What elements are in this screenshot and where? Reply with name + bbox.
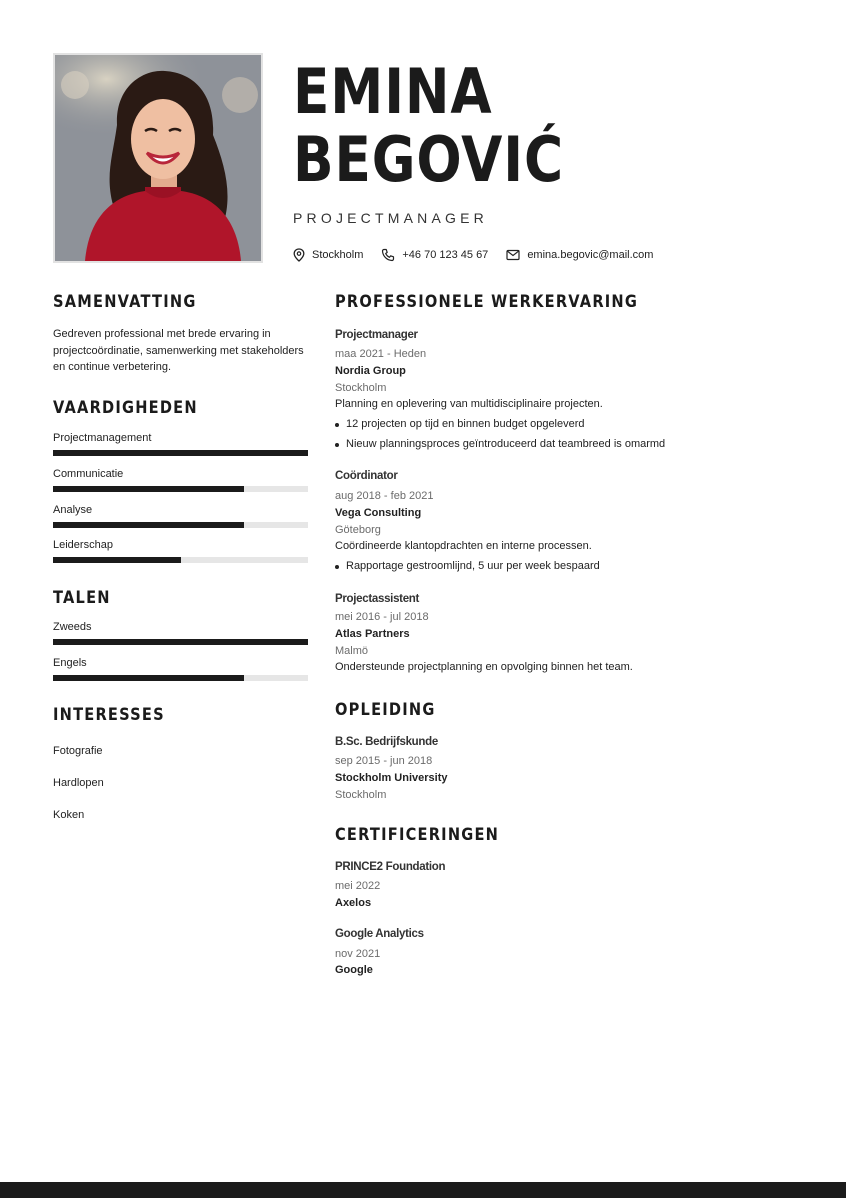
summary-text xyxy=(53,326,309,376)
map-pin-icon xyxy=(293,248,305,262)
contact-email[interactable] xyxy=(506,249,653,261)
job-title: Coördinator xyxy=(335,470,398,482)
interest-item: Koken xyxy=(53,809,85,821)
job-description: Planning en oplevering van multidisciplinaire projecten. xyxy=(335,398,603,410)
certification-name: PRINCE2 Foundation xyxy=(335,861,446,873)
location-text: Stockholm xyxy=(312,249,364,261)
job-bullet: Rapportage gestroomlijnd, 5 uur per week bespaard xyxy=(346,560,600,572)
languages-heading: TALEN xyxy=(53,588,111,608)
skill-bar-fill xyxy=(53,557,181,563)
language-label: Zweeds xyxy=(53,621,92,633)
language-bar-track xyxy=(53,675,308,681)
skill-label: Communicatie xyxy=(53,468,124,480)
job-title: PROJECTMANAGER xyxy=(293,210,488,226)
interest-item: Hardlopen xyxy=(53,777,104,789)
skill-label: Analyse xyxy=(53,504,93,516)
certification-issuer: Axelos xyxy=(335,897,372,909)
certification-date: nov 2021 xyxy=(335,948,381,960)
summary-line: en continue verbetering. xyxy=(53,361,172,373)
summary-line: Gedreven professional met brede ervaring in xyxy=(53,328,271,340)
education-heading: OPLEIDING xyxy=(335,700,436,720)
skill-label: Leiderschap xyxy=(53,539,113,551)
certification-issuer: Google xyxy=(335,964,373,976)
candidate-name xyxy=(293,55,564,196)
phone-text: +46 70 123 45 67 xyxy=(402,249,489,261)
job-city: Göteborg xyxy=(335,524,381,536)
job-company: Vega Consulting xyxy=(335,507,422,519)
skill-bar-track xyxy=(53,486,308,492)
summary-line: projectcoördinatie, samenwerking met stakeholders xyxy=(53,344,304,357)
education-school: Stockholm University xyxy=(335,772,448,784)
contact-row xyxy=(293,246,671,264)
skill-item xyxy=(53,467,308,481)
skill-item xyxy=(53,431,308,445)
job-title: Projectassistent xyxy=(335,593,420,605)
job-city: Stockholm xyxy=(335,382,387,394)
job-bullet: Nieuw planningsproces geïntroduceerd dat teambreed is omarmd xyxy=(346,438,666,450)
job-description: Ondersteunde projectplanning en opvolging binnen het team. xyxy=(335,661,633,673)
name-last: BEGOVIĆ xyxy=(293,123,564,196)
education-degree: B.Sc. Bedrijfskunde xyxy=(335,736,438,748)
mail-icon xyxy=(506,249,520,261)
job-description: Coördineerde klantopdrachten en interne processen. xyxy=(335,540,592,552)
skill-bar-fill xyxy=(53,522,244,528)
education-period: sep 2015 - jun 2018 xyxy=(335,755,433,767)
job-bullet: 12 projecten op tijd en binnen budget opgeleverd xyxy=(346,418,585,430)
language-item xyxy=(53,656,308,670)
job-period: maa 2021 - Heden xyxy=(335,348,427,360)
job-city: Malmö xyxy=(335,645,369,657)
skill-bar-track xyxy=(53,522,308,528)
name-first: EMINA xyxy=(293,55,493,128)
profile-photo xyxy=(53,53,263,263)
phone-icon xyxy=(381,248,395,262)
certification-name: Google Analytics xyxy=(335,928,424,940)
contact-location xyxy=(293,248,363,262)
skill-bar-fill xyxy=(53,450,308,456)
skill-item xyxy=(53,503,308,517)
portrait-illustration xyxy=(55,55,261,261)
interests-heading: INTERESSES xyxy=(53,705,165,725)
job-period: aug 2018 - feb 2021 xyxy=(335,490,434,502)
skill-bar-track xyxy=(53,557,308,563)
job-company: Atlas Partners xyxy=(335,628,410,640)
language-bar-fill xyxy=(53,675,244,681)
language-bar-track xyxy=(53,639,308,645)
interest-item: Fotografie xyxy=(53,745,103,757)
summary-heading: SAMENVATTING xyxy=(53,292,197,312)
language-item xyxy=(53,620,308,634)
email-text[interactable]: emina.begovic@mail.com xyxy=(527,249,654,261)
footer-band xyxy=(0,1182,846,1198)
language-bar-fill xyxy=(53,639,308,645)
language-label: Engels xyxy=(53,657,87,669)
skills-heading: VAARDIGHEDEN xyxy=(53,398,198,418)
experience-heading: PROFESSIONELE WERKERVARING xyxy=(335,292,639,312)
job-company: Nordia Group xyxy=(335,365,406,377)
contact-phone xyxy=(381,248,488,262)
certification-date: mei 2022 xyxy=(335,880,381,892)
skill-item xyxy=(53,538,308,552)
skill-bar-fill xyxy=(53,486,244,492)
skill-bar-track xyxy=(53,450,308,456)
job-title: Projectmanager xyxy=(335,329,418,341)
education-city: Stockholm xyxy=(335,789,387,801)
certifications-heading: CERTIFICERINGEN xyxy=(335,825,500,845)
job-period: mei 2016 - jul 2018 xyxy=(335,611,429,623)
skill-label: Projectmanagement xyxy=(53,432,152,444)
